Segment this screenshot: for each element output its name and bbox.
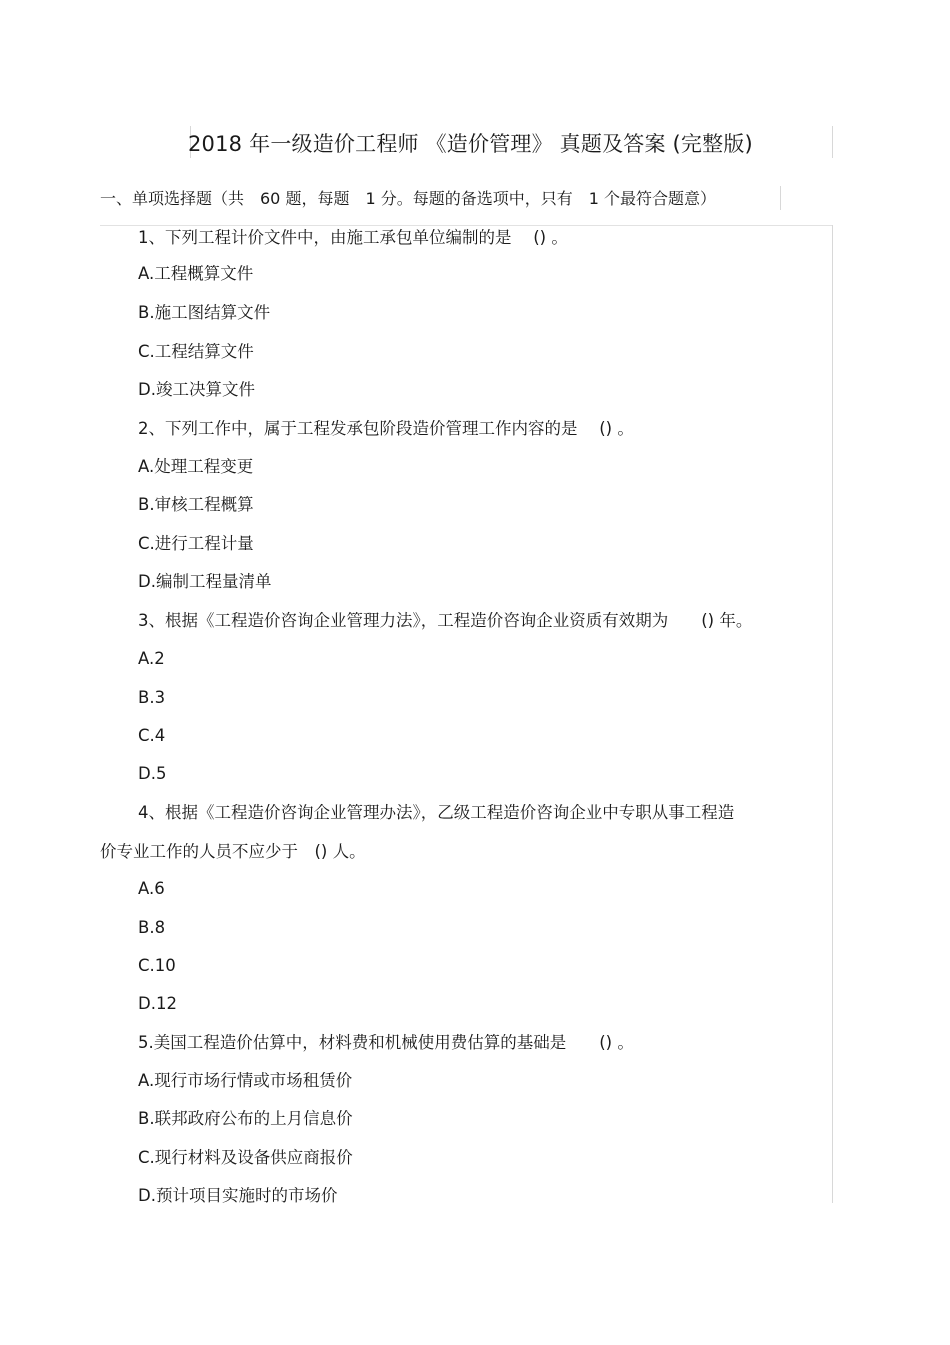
question-2-option-c: C.进行工程计量	[138, 534, 254, 553]
question-5-option-d: D.预计项目实施时的市场价	[138, 1186, 338, 1205]
question-3-option-b: B.3	[138, 688, 166, 707]
question-4-stem-continued: 价专业工作的人员不应少于 () 人。	[100, 842, 366, 861]
question-3-option-d: D.5	[138, 764, 167, 783]
border-top-content	[100, 225, 832, 226]
border-right-content	[832, 225, 833, 1203]
border-right-section	[780, 186, 781, 210]
question-1-stem: 1、下列工程计价文件中，由施工承包单位编制的是 () 。	[138, 228, 568, 247]
question-2-option-a: A.处理工程变更	[138, 457, 254, 476]
question-2-option-b: B.审核工程概算	[138, 495, 254, 514]
question-2-stem: 2、下列工作中，属于工程发承包阶段造价管理工作内容的是 () 。	[138, 419, 634, 438]
question-4-option-a: A.6	[138, 879, 165, 898]
question-1-option-a: A.工程概算文件	[138, 264, 254, 283]
question-5-option-c: C.现行材料及设备供应商报价	[138, 1148, 353, 1167]
question-1-option-d: D.竣工决算文件	[138, 380, 255, 399]
question-1-option-c: C.工程结算文件	[138, 342, 254, 361]
question-5-stem: 5.美国工程造价估算中，材料费和机械使用费估算的基础是 () 。	[138, 1033, 634, 1052]
question-3-option-a: A.2	[138, 649, 165, 668]
question-4-stem: 4、根据《工程造价咨询企业管理办法》，乙级工程造价咨询企业中专职从事工程造	[138, 803, 735, 822]
question-4-option-d: D.12	[138, 994, 177, 1013]
document-title: 2018 年一级造价工程师 《造价管理》 真题及答案 (完整版)	[188, 132, 753, 156]
question-3-stem: 3、根据《工程造价咨询企业管理力法》，工程造价咨询企业资质有效期为 () 年。	[138, 611, 753, 630]
question-4-option-b: B.8	[138, 918, 166, 937]
question-1-option-b: B.施工图结算文件	[138, 303, 271, 322]
question-5-option-a: A.现行市场行情或市场租赁价	[138, 1071, 353, 1090]
question-4-option-c: C.10	[138, 956, 176, 975]
question-5-option-b: B.联邦政府公布的上月信息价	[138, 1109, 353, 1128]
section-heading: 一、单项选择题（共 60 题，每题 1 分。每题的备选项中，只有 1 个最符合题意）	[100, 189, 716, 208]
question-3-option-c: C.4	[138, 726, 166, 745]
question-2-option-d: D.编制工程量清单	[138, 572, 272, 591]
border-right-title	[832, 126, 833, 158]
